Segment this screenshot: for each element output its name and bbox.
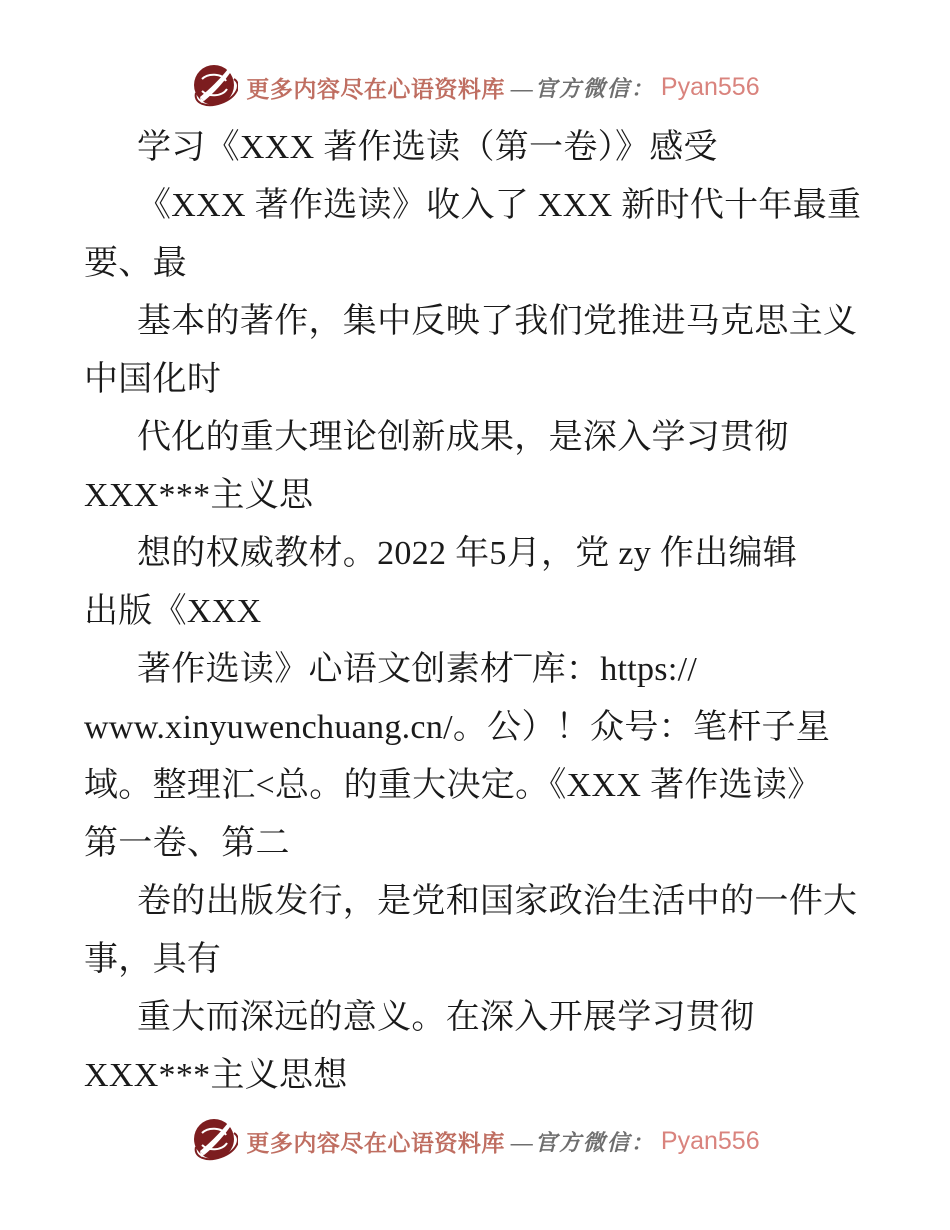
text-line: 中国化时 bbox=[84, 361, 222, 398]
text-line: 代化的重大理论创新成果，是深入学习贯彻 bbox=[137, 419, 789, 456]
watermark-wechat-id: Pyan556 bbox=[660, 1126, 760, 1155]
text-line: 重大而深远的意义。在深入开展学习贯彻 bbox=[137, 999, 755, 1036]
watermark-brand-text: 更多内容尽在心语资料库 bbox=[246, 76, 505, 102]
text-line: 卷的出版发行，是党和国家政治生活中的一件大 bbox=[137, 883, 858, 920]
watermark-brand-text: 更多内容尽在心语资料库 bbox=[246, 1130, 505, 1156]
watermark-wechat-label: —官方微信： bbox=[510, 75, 655, 101]
document-body bbox=[84, 119, 884, 1105]
text-line: 《XXX 著作选读》收入了 XXX 新时代十年最重 bbox=[137, 187, 862, 224]
text-line: 学习《XXX 著作选读（第一卷）》感受 bbox=[137, 129, 718, 166]
text-line: 第一卷、第二 bbox=[84, 825, 290, 862]
text-line: www.xinyuwenchuang.cn/。公）！众号：笔杆子星 bbox=[84, 709, 831, 746]
text-line: 著作选读》心语文创素材¯库：https:// bbox=[137, 651, 698, 688]
text-line: XXX***主义思想 bbox=[84, 1057, 348, 1094]
xinyu-pen-logo-icon bbox=[190, 59, 238, 115]
watermark-wechat-id: Pyan556 bbox=[660, 72, 760, 101]
text-line: 基本的著作，集中反映了我们党推进马克思主义 bbox=[137, 303, 858, 340]
text-line: XXX***主义思 bbox=[84, 477, 314, 514]
text-line: 事，具有 bbox=[84, 941, 222, 978]
text-line: 出版《XXX bbox=[84, 593, 262, 630]
xinyu-pen-logo-icon bbox=[190, 1113, 238, 1169]
watermark-wechat-label: —官方微信： bbox=[510, 1129, 655, 1155]
text-line: 域。整理汇<总。的重大决定。《XXX 著作选读》 bbox=[84, 767, 822, 804]
text-line: 想的权威教材。2022 年5月，党 zy 作出编辑 bbox=[137, 535, 798, 572]
watermark-header bbox=[0, 56, 950, 118]
text-line: 要、最 bbox=[84, 245, 187, 282]
watermark-footer bbox=[0, 1110, 950, 1172]
